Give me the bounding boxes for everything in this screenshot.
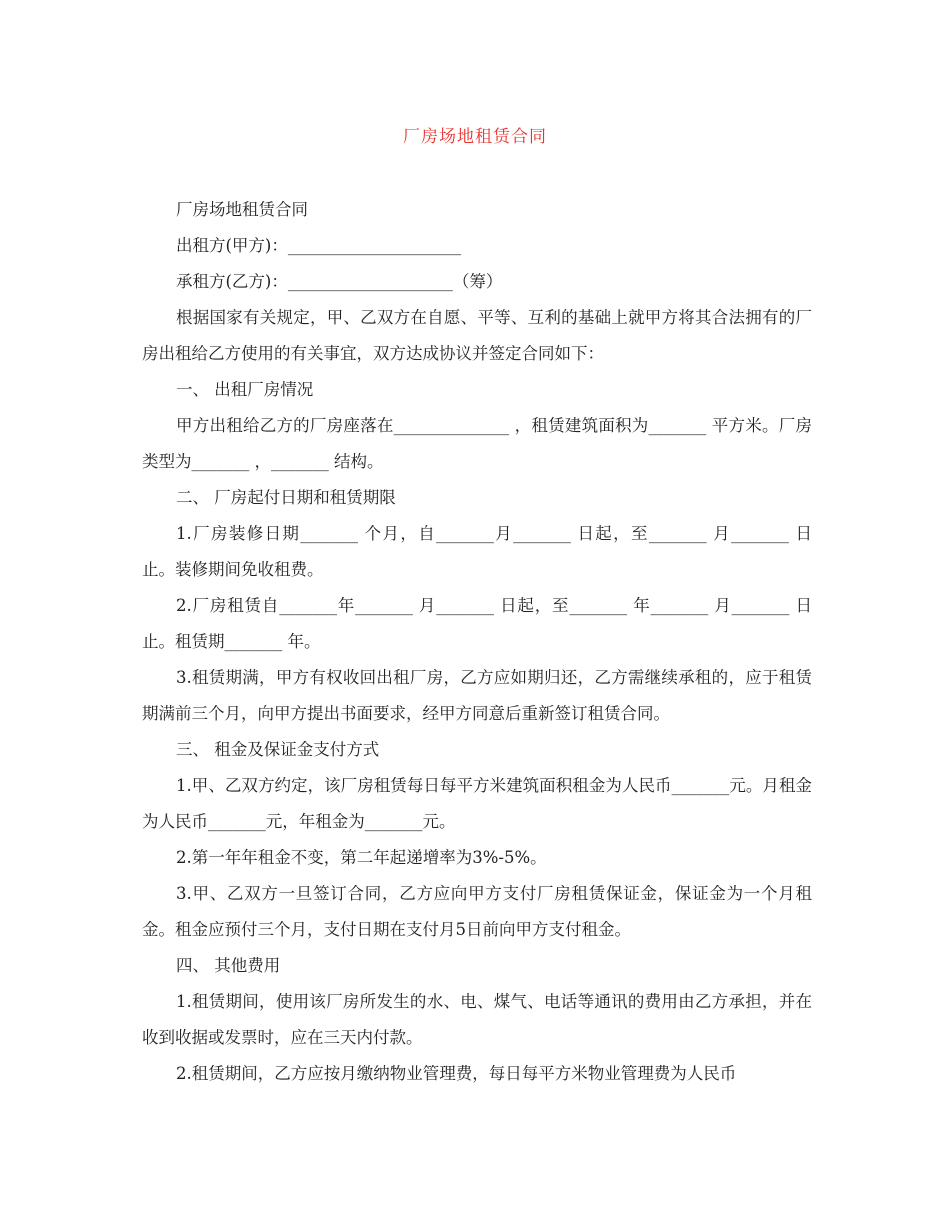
paragraph-clause-4-1: 1.租赁期间，使用该厂房所发生的水、电、煤气、电话等通讯的费用由乙方承担，并在收到收据或发票时，应在三天内付款。 bbox=[142, 992, 812, 1047]
section-heading-3: 三、 租金及保证金支付方式 bbox=[176, 740, 380, 759]
paragraph-clause-4-2: 2.租赁期间，乙方应按月缴纳物业管理费，每日每平方米物业管理费为人民币 bbox=[176, 1064, 737, 1083]
paragraph-premises: 甲方出租给乙方的厂房座落在______________ ，租赁建筑面积为_______ 平方米。厂房类型为_______ ，_______ 结构。 bbox=[142, 416, 812, 471]
paragraph-clause-3-2: 2.第一年年租金不变，第二年起递增率为3%-5%。 bbox=[176, 848, 547, 867]
document-body bbox=[142, 192, 812, 1092]
paragraph-preamble: 根据国家有关规定，甲、乙双方在自愿、平等、互利的基础上就甲方将其合法拥有的厂房出租给乙方使用的有关事宜，双方达成协议并签定合同如下： bbox=[142, 308, 812, 363]
paragraph-clause-3-1: 1.甲、乙双方约定，该厂房租赁每日每平方米建筑面积租金为人民币_______元。月租金为人民币_______元，年租金为_______元。 bbox=[142, 776, 812, 831]
paragraph-clause-3-3: 3.甲、乙双方一旦签订合同，乙方应向甲方支付厂房租赁保证金，保证金为一个月租金。租金应预付三个月，支付日期在支付月5日前向甲方支付租金。 bbox=[142, 884, 812, 939]
paragraph-clause-2-1: 1.厂房装修日期_______ 个月，自_______月_______ 日起，至_______ 月_______ 日止。装修期间免收租费。 bbox=[142, 524, 812, 579]
paragraph-subtitle: 厂房场地租赁合同 bbox=[176, 200, 308, 219]
paragraph-clause-2-2: 2.厂房租赁自_______年_______ 月_______ 日起，至_______ 年_______ 月_______ 日止。租赁期_______ 年。 bbox=[142, 596, 812, 651]
document-title: 厂房场地租赁合同 bbox=[403, 127, 547, 147]
section-heading-1: 一、 出租厂房情况 bbox=[176, 380, 314, 399]
paragraph-lessor: 出租方(甲方)：_____________________ bbox=[176, 236, 462, 255]
paragraph-lessee: 承租方(乙方)：____________________（筹） bbox=[176, 272, 503, 291]
section-heading-4: 四、 其他费用 bbox=[176, 956, 281, 975]
section-heading-2: 二、 厂房起付日期和租赁期限 bbox=[176, 488, 396, 507]
paragraph-clause-2-3: 3.租赁期满，甲方有权收回出租厂房，乙方应如期归还，乙方需继续承租的，应于租赁期满前三个月，向甲方提出书面要求，经甲方同意后重新签订租赁合同。 bbox=[142, 668, 812, 723]
